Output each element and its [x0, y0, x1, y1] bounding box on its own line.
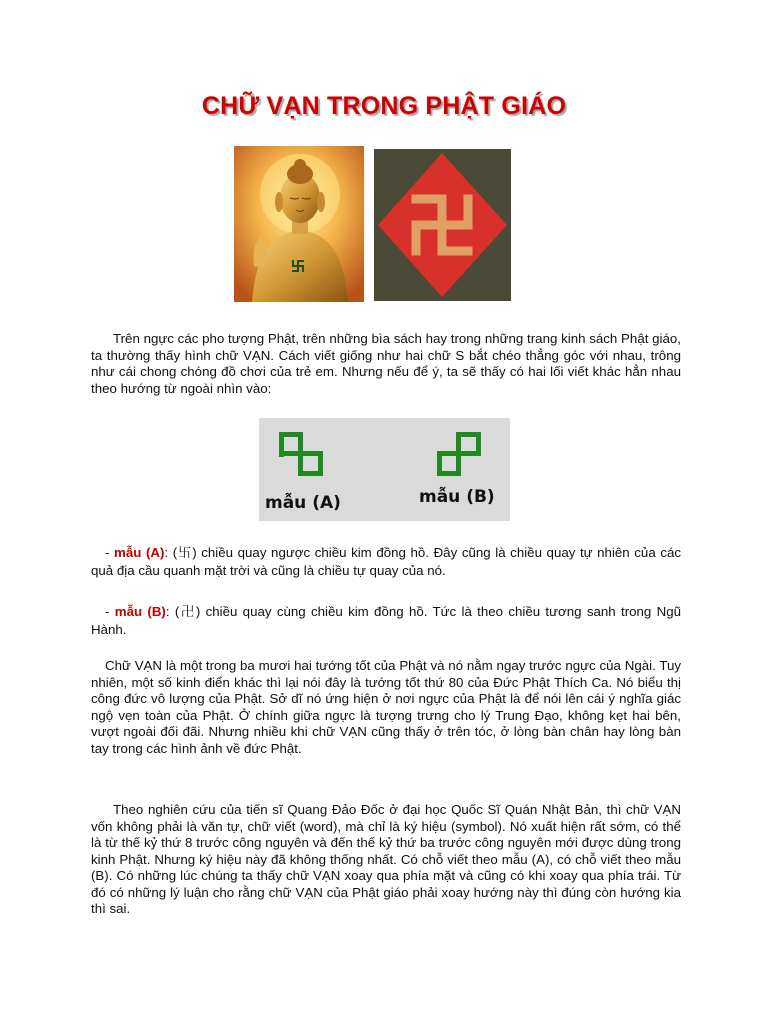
- sample-a-name: mẫu (A): [114, 545, 165, 560]
- research-paragraph: Theo nghiên cứu của tiến sĩ Quang Đảo Đốc ở đại học Quốc Sĩ Quán Nhật Bản, thì chữ VẠN vốn không phải là văn tự, chữ viết (word), mà chỉ là ký hiệu (symbol). Nó xuất hiện rất sớm, có thể là từ thế kỷ thứ 8 trước công nguyên và đến thế kỷ thứ ba trước công nguyên mới được dùng trong kinh Phật. Nhưng ký hiệu này đã không thống nhất. Có chỗ viết theo mẫu (A), có chỗ viết theo mẫu (B). Có những lúc chúng ta thấy chữ VẠN xoay qua phía mặt và cũng có khi xoay qua phía trái. Từ đó có những lý luận cho rằng chữ VẠN của Phật giáo phải xoay hướng này thì đúng còn hướng kia thì sai.: [91, 802, 681, 916]
- sample-a-label: mẫu (A): [265, 493, 341, 513]
- page-title: CHỮ VẠN TRONG PHẬT GIÁO: [201, 92, 567, 120]
- chest-swastika-icon: [292, 260, 304, 272]
- swastika-samples-svg: [259, 418, 510, 521]
- swastika-b-glyph: 卍: [179, 605, 196, 620]
- swastika-samples-image: [259, 418, 510, 521]
- swastika-a-glyph: 卐: [177, 546, 193, 561]
- intro-paragraph: Trên ngực các pho tượng Phật, trên những bìa sách hay trong những trang kinh sách Phật giáo, ta thường thấy hình chữ VẠN. Cách viết giống như hai chữ S bắt chéo thẳng góc với nhau, trông như cái chong chóng đồ chơi của trẻ em. Nhưng nếu để ý, ta sẽ thấy có hai lối viết khác hẳn nhau theo hướng từ ngoài nhìn vào:: [91, 331, 681, 396]
- manji-diamond-image: [374, 149, 511, 301]
- buddha-statue-image: [234, 146, 364, 302]
- sample-b-label: mẫu (B): [419, 487, 495, 507]
- sample-b-name: mẫu (B): [114, 604, 166, 619]
- thirty-two-marks-paragraph: Chữ VẠN là một trong ba mươi hai tướng tốt của Phật và nó nằm ngay trước ngực của Ngài. Tuy nhiên, một số kinh điển khác thì lại nói đây là tướng tốt thứ 80 của Đức Phật Thích Ca. Nó biểu thị công đức vô lượng của Phật. Sở dĩ nó ứng hiện ở nơi ngực của Phật là để nói lên cái ý nghĩa giác ngộ vẹn toàn của Phật. Ở chính giữa ngực là tượng trưng cho lý Trung Đạo, không kẹt hai bên, vượt ngoài đối đãi. Nhưng nhiều khi chữ VẠN cũng thấy ở trên tóc, ở lòng bàn chân hay lòng bàn tay trong các hình ảnh về đức Phật.: [91, 658, 681, 756]
- sample-a-description: - mẫu (A): (卐) chiều quay ngược chiều kim đồng hồ. Đây cũng là chiều quay tự nhiên của các quả địa cầu quanh mặt trời và cũng là chiều tự quay của nó.: [91, 545, 682, 578]
- sample-b-description: - mẫu (B): (卍) chiều quay cùng chiều kim đồng hồ. Tức là theo chiều tương sanh trong Ngũ Hành.: [91, 604, 682, 637]
